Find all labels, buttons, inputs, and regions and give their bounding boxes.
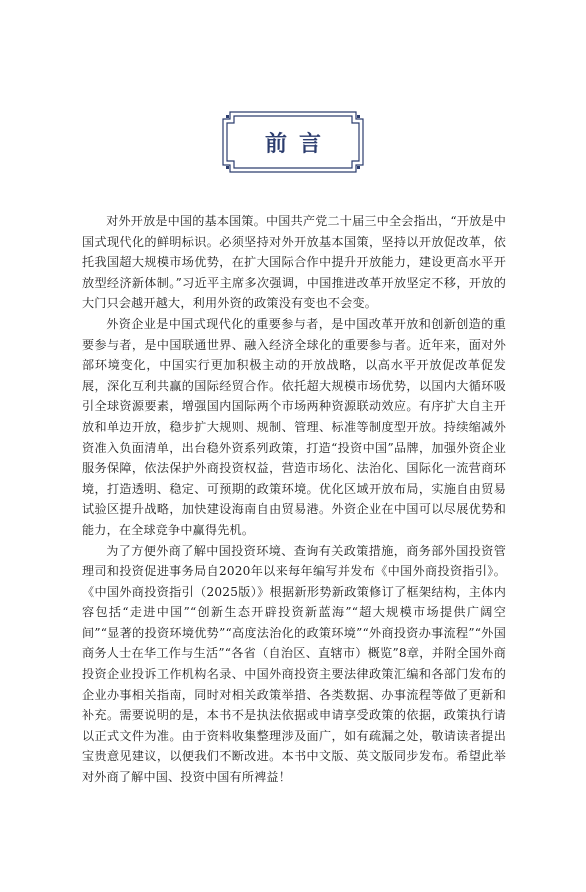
preface-body [82, 211, 506, 788]
paragraph-3: 为了方便外商了解中国投资环境、查询有关政策措施，商务部外国投资管理司和投资促进事务局自2020年以来每年编写并发布《中国外商投资指引》。《中国外商投资指引（2025版）》根据新形势新政策修订了框架结构，主体内容包括“走进中国”“创新生态开辟投资新蓝海”“超大规模市场提供广阔空间”“显著的投资环境优势”“高度法治化的政策环境”“外商投资办事流程”“外国商务人士在华工作与生活”“各省（自治区、直辖市）概览”8章，并附全国外商投资企业投诉工作机构名录、中国外商投资主要法律政策汇编和各部门发布的企业办事相关指南，同时对相关政策举措、各类数据、办事流程等做了更新和补充。需要说明的是，本书不是执法依据或申请享受政策的依据，政策执行请以正式文件为准。由于资料收集整理涉及面广，如有疏漏之处，敬请读者提出宝贵意见建议，以便我们不断改进。本书中文版、英文版同步发布。希望此举对外商了解中国、投资中国有所裨益！ [82, 543, 506, 785]
page-title: 前言 [264, 131, 333, 157]
paragraph-2: 外资企业是中国式现代化的重要参与者，是中国改革开放和创新创造的重要参与者，是中国联通世界、融入经济全球化的重要参与者。近年来，面对外部环境变化，中国实行更加积极主动的开放战略，以高水平开放促改革促发展，深化互利共赢的国际经贸合作。依托超大规模市场优势，以国内大循环吸引全球资源要素，增强国内国际两个市场两种资源联动效应。有序扩大自主开放和单边开放，稳步扩大规则、规制、管理、标准等制度型开放。持续缩减外资准入负面清单，出台稳外资系列政策，打造“投资中国”品牌，加强外资企业服务保障，依法保护外商投资权益，营造市场化、法治化、国际化一流营商环境，打造透明、稳定、可预期的政策环境。优化区域开放布局，实施自由贸易试验区提升战略，加快建设海南自由贸易港。外资企业在中国可以尽展优势和能力，在全球竞争中赢得先机。 [82, 316, 506, 537]
heading-frame [222, 111, 364, 173]
paragraph-1: 对外开放是中国的基本国策。中国共产党二十届三中全会指出，“开放是中国式现代化的鲜明标识。必须坚持对外开放基本国策，坚持以开放促改革，依托我国超大规模市场优势，在扩大国际合作中提升开放能力，建设更高水平开放型经济新体制。”习近平主席多次强调，中国推进改革开放坚定不移，开放的大门只会越开越大，利用外资的政策没有变也不会变。 [82, 214, 506, 311]
